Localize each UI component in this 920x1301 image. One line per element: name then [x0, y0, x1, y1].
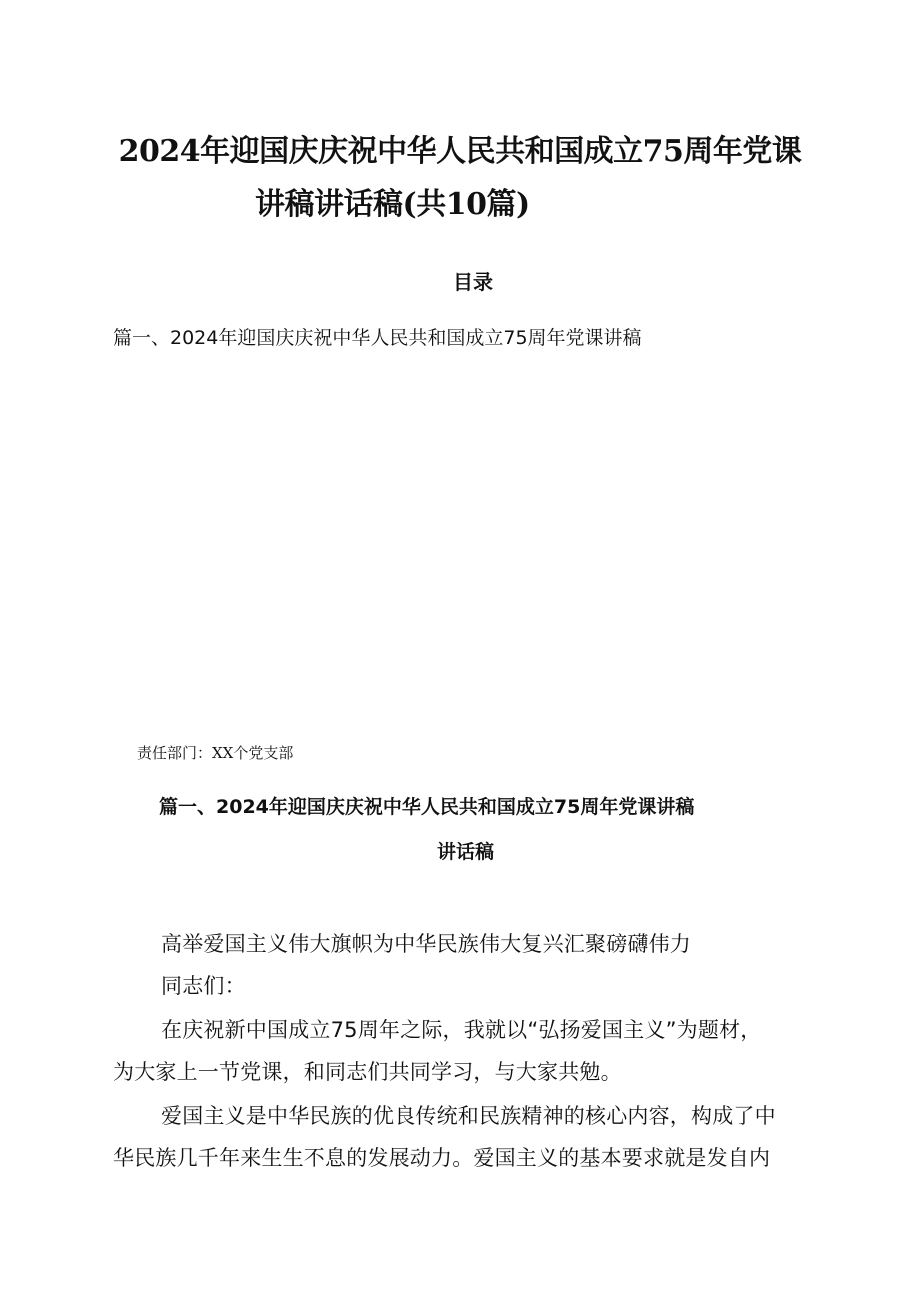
section-title-line-2: 讲话稿: [437, 841, 495, 863]
toc-item: 篇一、2024年迎国庆庆祝中华人民共和国成立75周年党课讲稿: [113, 327, 642, 349]
body-line: 为大家上一节党课，和同志们共同学习，与大家共勉。: [113, 1060, 622, 1084]
section-title-line-1: 篇一、2024年迎国庆庆祝中华人民共和国成立75周年党课讲稿: [159, 796, 695, 818]
body-line: 华民族几千年来生生不息的发展动力。爱国主义的基本要求就是发自内: [113, 1146, 771, 1170]
body-line: 在庆祝新中国成立75周年之际，我就以“弘扬爱国主义”为题材，: [161, 1018, 762, 1042]
department-label: 责任部门：XX个党支部: [137, 744, 294, 762]
document-title-line-2: 讲稿讲话稿(共10篇): [255, 187, 530, 222]
body-line: 同志们：: [161, 974, 246, 998]
document-title-line-1: 2024年迎国庆庆祝中华人民共和国成立75周年党课: [118, 134, 802, 169]
body-line: 爱国主义是中华民族的优良传统和民族精神的核心内容，构成了中: [161, 1104, 776, 1128]
toc-heading: 目录: [453, 270, 493, 294]
body-line: 高举爱国主义伟大旗帜为中华民族伟大复兴汇聚磅礴伟力: [161, 932, 691, 956]
